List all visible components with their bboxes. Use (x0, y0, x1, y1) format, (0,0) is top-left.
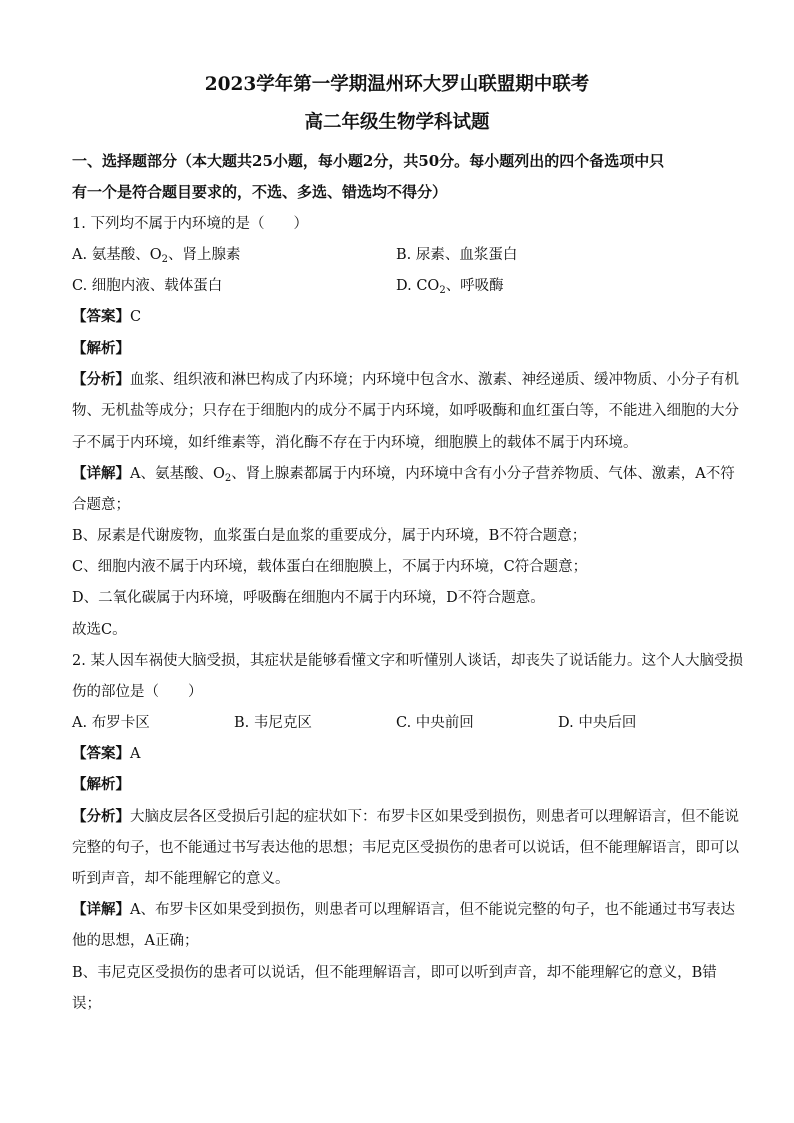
q1-xj-pre: A、氨基酸、O (130, 466, 225, 482)
q1-answer (72, 308, 141, 326)
fenxi-label: 【分析】 (72, 371, 130, 388)
page-title: 2023学年第一学期温州环大罗山联盟期中联考 (204, 74, 590, 95)
q2-xiangjie-1 (72, 901, 735, 919)
q1-option-a (72, 246, 240, 264)
answer-label: 【答案】 (72, 745, 130, 762)
q2-xiangjie-2: 他的思想，A正确； (72, 933, 199, 949)
q1-conclusion: 故选C。 (72, 622, 127, 638)
q1-fenxi-3: 子不属于内环境，如纤维素等，消化酶不存在于内环境，细胞膜上的载体不属于内环境。 (72, 435, 638, 451)
q2-option-b: B. 韦尼克区 (234, 715, 312, 731)
q1-line-c: C、细胞内液不属于内环境，载体蛋白在细胞膜上，不属于内环境，C符合题意； (72, 559, 588, 575)
page-subtitle: 高二年级生物学科试题 (304, 112, 490, 133)
q2-option-c: C. 中央前回 (396, 715, 474, 731)
q1-option-d-post: 、呼吸酶 (445, 278, 504, 294)
section-heading-line1: 一、选择题部分（本大题共25小题，每小题2分，共50分。每小题列出的四个备选项中只 (72, 152, 665, 170)
q1-option-c: C. 细胞内液、载体蛋白 (72, 278, 223, 294)
xiangjie-label: 【详解】 (72, 901, 130, 918)
q1-answer-value: C (130, 309, 142, 325)
answer-label: 【答案】 (72, 308, 130, 325)
q1-option-a-post: 、肾上腺素 (167, 247, 241, 263)
q1-fenxi-1 (72, 371, 739, 389)
q1-option-a-pre: A. 氨基酸、O (72, 247, 162, 263)
q1-line-d: D、二氧化碳属于内环境，呼吸酶在细胞内不属于内环境，D不符合题意。 (72, 590, 545, 606)
fenxi-label: 【分析】 (72, 808, 130, 825)
q1-option-b: B. 尿素、血浆蛋白 (396, 247, 518, 263)
q2-line-b-1: B、韦尼克区受损伤的患者可以说话，但不能理解语言，即可以听到声音，却不能理解它的意义，B错 (72, 965, 717, 981)
q2-option-d: D. 中央后回 (558, 715, 637, 731)
q1-line-b: B、尿素是代谢废物，血浆蛋白是血浆的重要成分，属于内环境，B不符合题意； (72, 528, 587, 544)
q1-option-d (396, 277, 504, 295)
q2-fenxi-2: 完整的句子，也不能通过书写表达他的思想；韦尼克区受损伤的患者可以说话，但不能理解语言，即可以 (72, 840, 739, 856)
q2-line-b-2: 误； (72, 996, 101, 1012)
q2-stem-1: 2. 某人因车祸使大脑受损，其症状是能够看懂文字和听懂别人谈话，却丧失了说话能力。这个人大脑受损 (72, 653, 743, 669)
q2-answer (72, 745, 140, 763)
q1-xj-sub: 2 (224, 473, 232, 484)
q2-fenxi-1 (72, 808, 739, 826)
q1-xiangjie-2: 合题意； (72, 497, 130, 513)
q1-option-a-sub: 2 (161, 254, 168, 265)
q2-stem-2: 伤的部位是（ ） (72, 684, 203, 700)
q2-fenxi-text-1: 大脑皮层各区受损后引起的症状如下：布罗卡区如果受到损伤，则患者可以理解语言，但不能说 (130, 809, 739, 825)
section-heading-line2: 有一个是符合题目要求的，不选、多选、错选均不得分） (72, 183, 448, 201)
q2-xj-text-1: A、布罗卡区如果受到损伤，则患者可以理解语言，但不能说完整的句子，也不能通过书写表达 (130, 902, 735, 918)
xiangjie-label: 【详解】 (72, 465, 130, 482)
q2-fenxi-3: 听到声音，却不能理解它的意义。 (72, 871, 290, 887)
q1-option-d-pre: D. CO (396, 278, 440, 294)
q1-fenxi-text-1: 血浆、组织液和淋巴构成了内环境；内环境中包含水、激素、神经递质、缓冲物质、小分子有机 (130, 372, 739, 388)
analysis-label: 【解析】 (72, 340, 130, 357)
q1-stem: 1. 下列均不属于内环境的是（ ） (72, 216, 308, 232)
q1-xiangjie-1 (72, 465, 735, 483)
q2-analysis-label (72, 776, 130, 794)
q1-analysis-label (72, 340, 130, 358)
q1-fenxi-2: 物、无机盐等成分；只存在于细胞内的成分不属于内环境，如呼吸酶和血红蛋白等，不能进入细胞的大分 (72, 403, 739, 419)
q2-answer-value: A (130, 746, 141, 762)
q1-option-d-sub: 2 (439, 285, 446, 296)
q2-option-a: A. 布罗卡区 (72, 715, 150, 731)
analysis-label: 【解析】 (72, 776, 130, 793)
q1-xj-post: 、肾上腺素都属于内环境，内环境中含有小分子营养物质、气体、激素，A不符 (231, 466, 735, 482)
